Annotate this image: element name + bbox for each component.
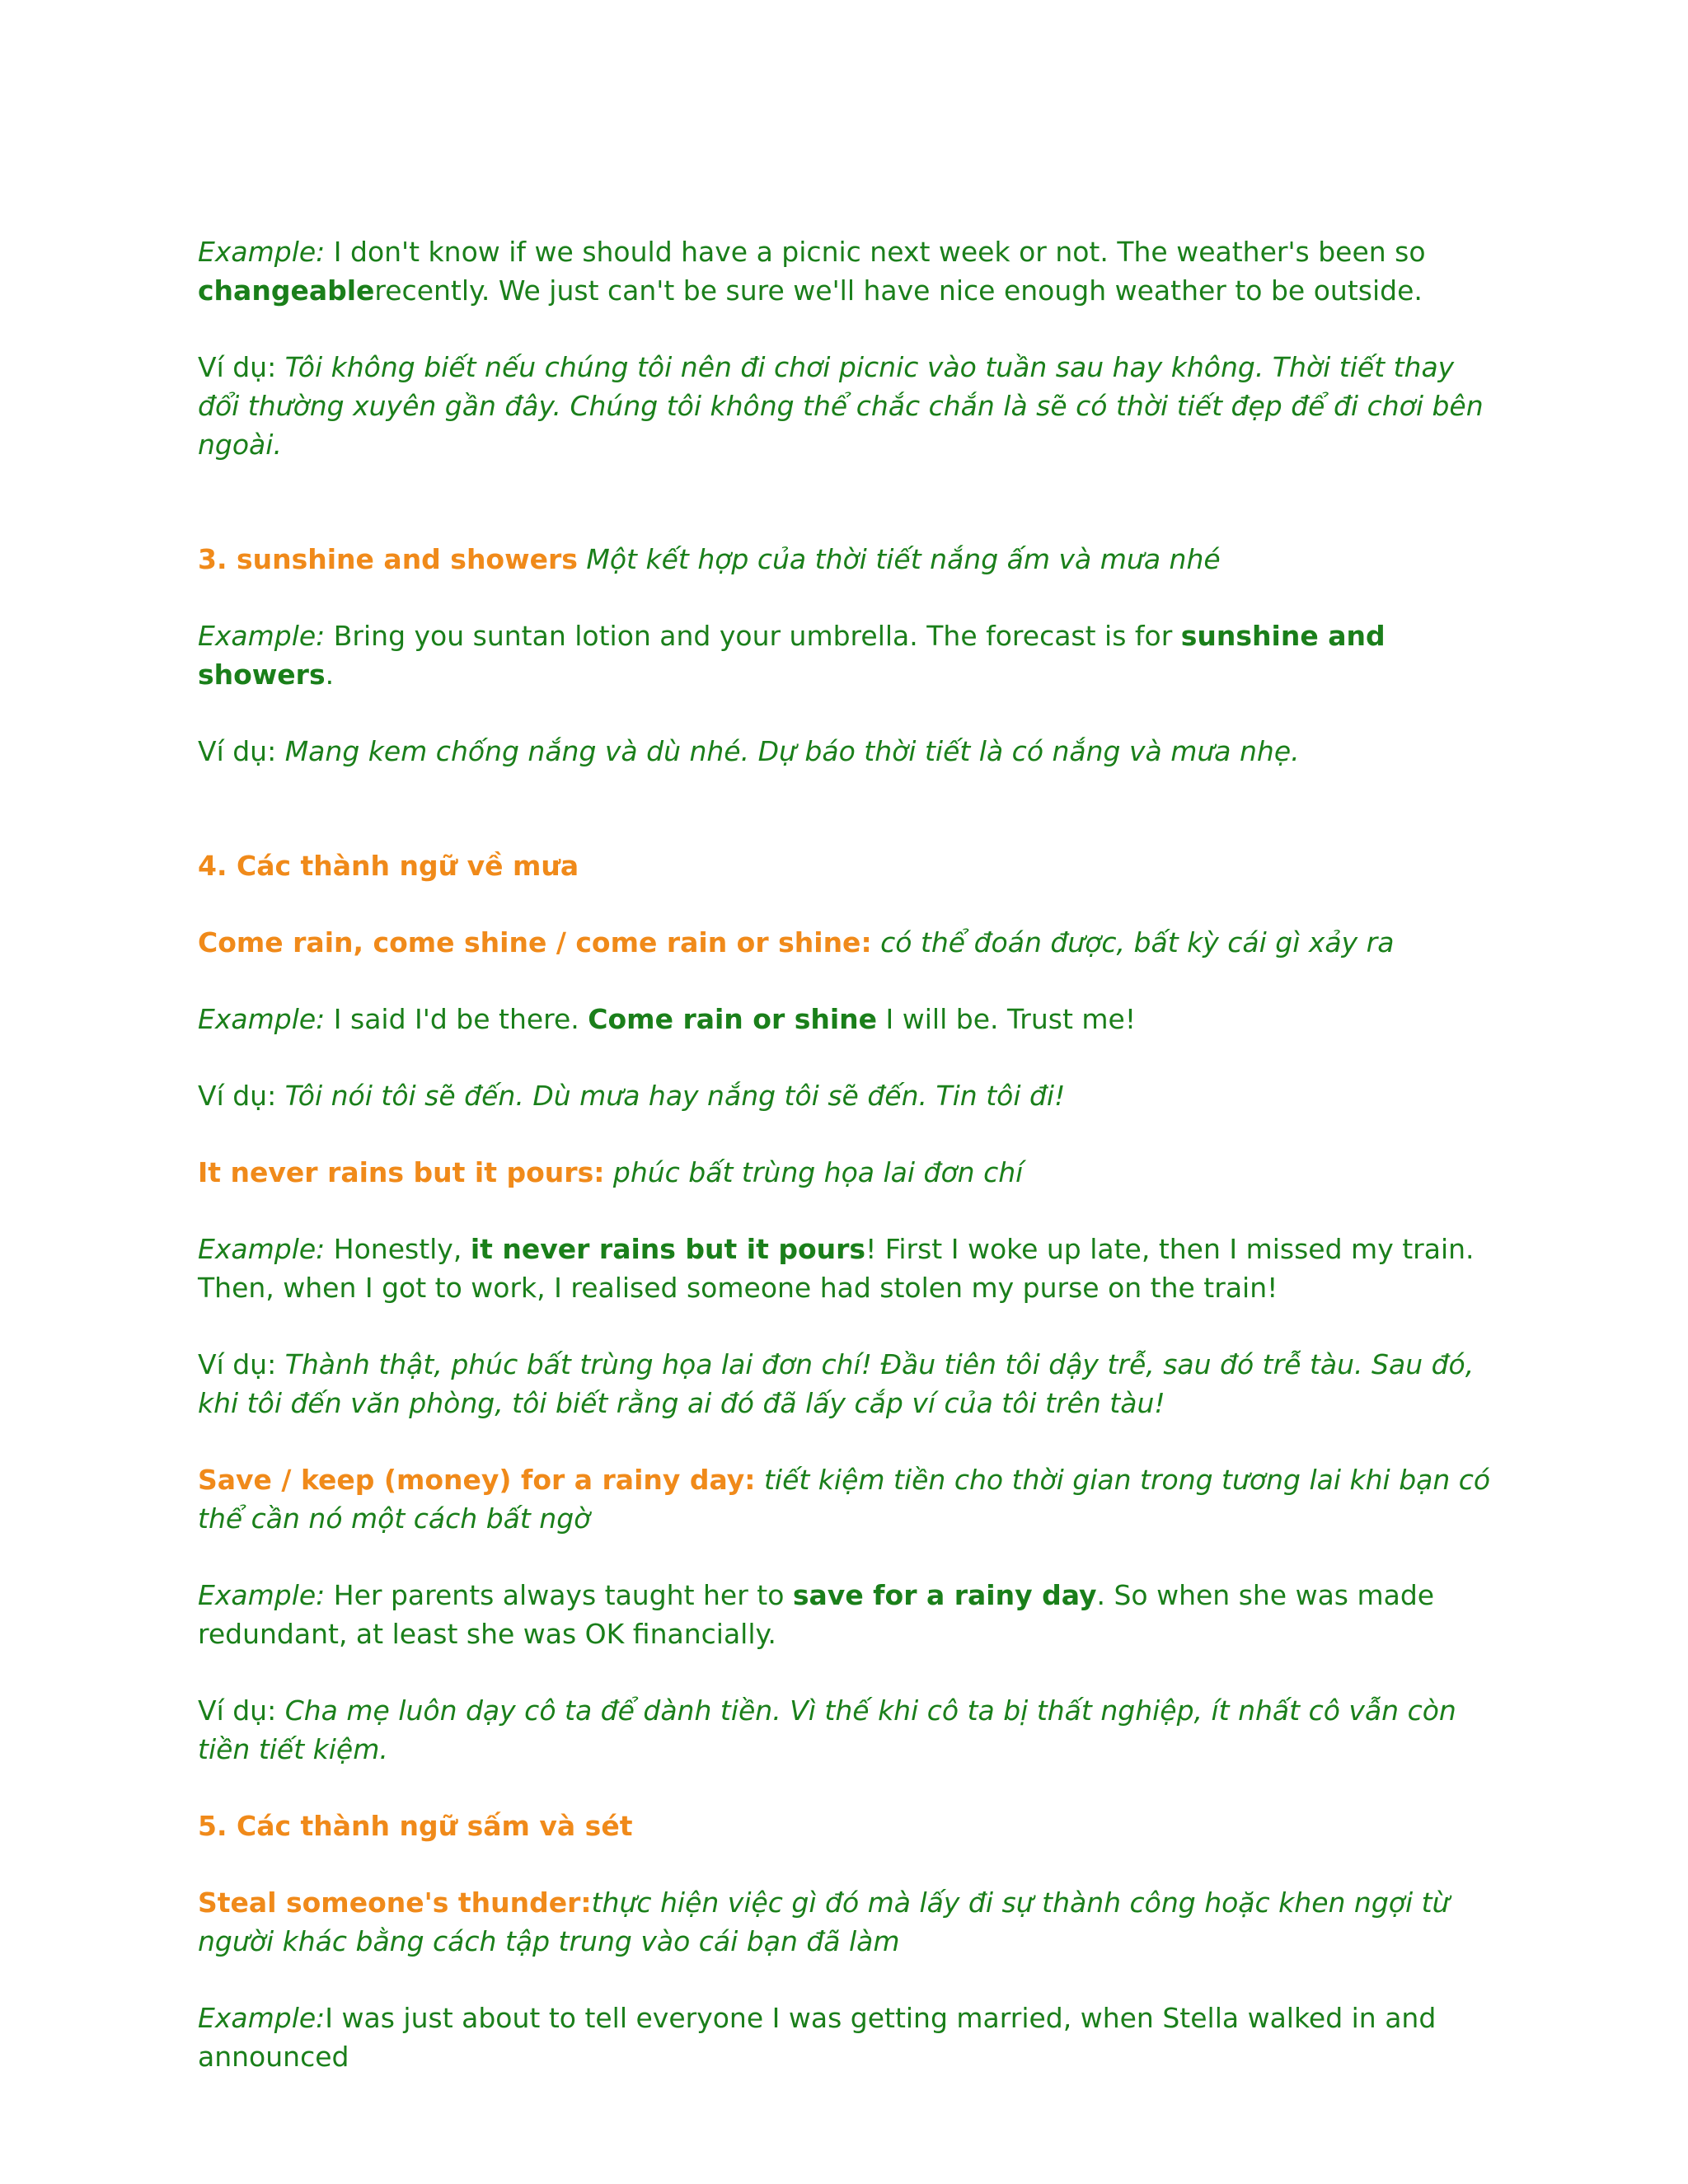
example-changeable: Example: I don't know if we should have a picnic next week or not. The weather's been so changeablerecently. We just can't be sure we'll have nice enough weather to be outside. — [198, 236, 1426, 307]
example-never-rains: Example: Honestly, it never rains but it pours! First I woke up late, then I missed my train. Then, when I got to work, I realised someone had stolen my purse on the train! — [198, 1233, 1475, 1304]
idiom-come-rain-or-shine: Come rain, come shine / come rain or shine: có thể đoán được, bất kỳ cái gì xảy ra — [198, 926, 1395, 958]
heading-thunder-lightning-idioms: 5. Các thành ngữ sấm và sét — [198, 1810, 633, 1842]
vi-du-changeable: Ví dụ: Tôi không biết nếu chúng tôi nên đi chơi picnic vào tuần sau hay không. Thời tiết thay đổi thường xuyên gần đây. Chúng tôi không thể chắc chắn là sẽ có thời tiết đẹp để đi chơi bên ngoài. — [198, 351, 1484, 461]
vi-du-never-rains: Ví dụ: Thành thật, phúc bất trùng họa lai đơn chí! Đầu tiên tôi dậy trễ, sau đó trễ tàu. Sau đó, khi tôi đến văn phòng, tôi biết rằng ai đó đã lấy cắp ví của tôi trên tàu! — [198, 1348, 1475, 1419]
example-rainy-day: Example: Her parents always taught her to save for a rainy day. So when she was made redundant, at least she was OK financially. — [198, 1579, 1435, 1650]
vi-du-rainy-day: Ví dụ: Cha mẹ luôn dạy cô ta để dành tiền. Vì thế khi cô ta bị thất nghiệp, ít nhất cô vẫn còn tiền tiết kiệm. — [198, 1694, 1456, 1765]
example-sunshine: Example: Bring you suntan lotion and your umbrella. The forecast is for sunshine and showers. — [198, 620, 1386, 691]
example-steal-thunder: Example:I was just about to tell everyone I was getting married, when Stella walked in and announced — [198, 2002, 1437, 2073]
heading-sunshine-and-showers: 3. sunshine and showers Một kết hợp của thời tiết nắng ấm và mưa nhé — [198, 543, 1221, 575]
idiom-steal-thunder: Steal someone's thunder:thực hiện việc gì đó mà lấy đi sự thành công hoặc khen ngợi từ người khác bằng cách tập trung vào cái bạn đã làm — [198, 1886, 1450, 1957]
idiom-never-rains: It never rains but it pours: phúc bất trùng họa lai đơn chí — [198, 1156, 1024, 1188]
vi-du-rain-or-shine: Ví dụ: Tôi nói tôi sẽ đến. Dù mưa hay nắng tôi sẽ đến. Tin tôi đi! — [198, 1080, 1066, 1112]
idiom-rainy-day: Save / keep (money) for a rainy day: tiết kiệm tiền cho thời gian trong tương lai khi bạn có thể cần nó một cách bất ngờ — [198, 1464, 1491, 1535]
document-body — [198, 232, 1500, 2076]
vi-du-sunshine: Ví dụ: Mang kem chống nắng và dù nhé. Dự báo thời tiết là có nắng và mưa nhẹ. — [198, 735, 1300, 767]
example-rain-or-shine: Example: I said I'd be there. Come rain or shine I will be. Trust me! — [198, 1003, 1137, 1035]
heading-rain-idioms: 4. Các thành ngữ về mưa — [198, 850, 579, 882]
